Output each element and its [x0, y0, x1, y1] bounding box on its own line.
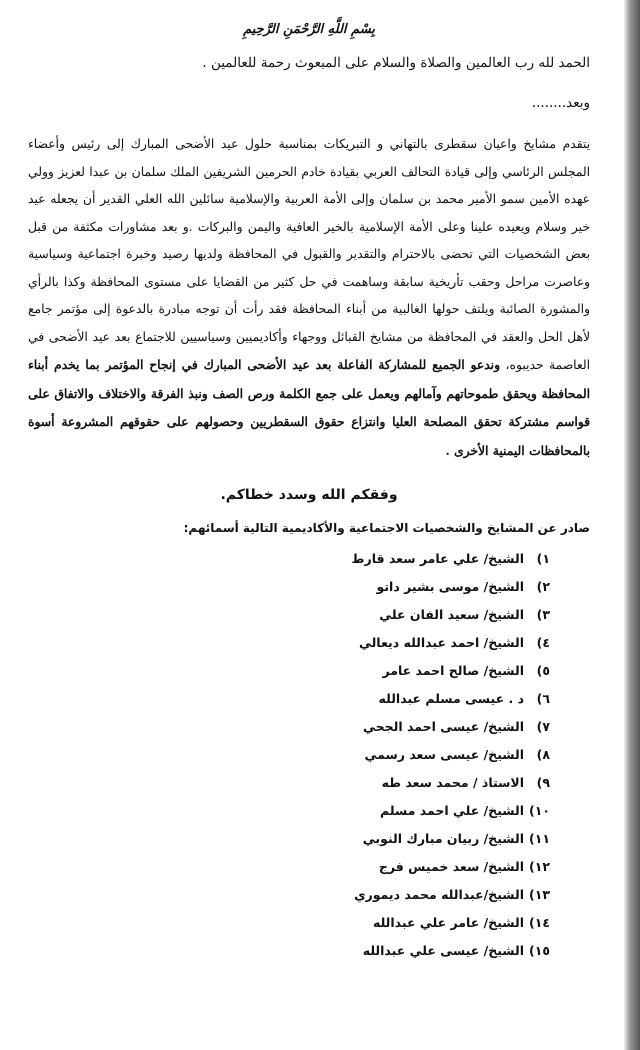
signatory-name: د . عيسى مسلم عبدالله — [378, 691, 524, 706]
signatory-number: ٣) — [536, 607, 550, 622]
statement-bold-text: وندعو الجميع للمشاركة الفاعلة بعد عيد الأضحى المبارك في إنجاح المؤتمر بما يخدم أبناء المحافظة ويحقق طموحاتهم وآمالهم ويعمل على جمع الكلمة ورص الصف ونبذ الفرقة والاختلاف والاتفاق على قواسم مشتركة تحقق المصلحة العليا وانتزاع حقوق السقطريين وحصولهم على حقوقهم المشروعة أسوة بالمحافظات اليمنية الأخرى . — [28, 357, 590, 458]
issued-by-line: صادر عن المشايخ والشخصيات الاجتماعية والأكاديمية التالية أسمائهم: — [183, 521, 590, 535]
signatory-number: ١) — [536, 551, 550, 566]
signatory-item — [28, 853, 550, 881]
signatory-number: ١٠) — [529, 803, 550, 818]
signatory-name: الشيخ/ سعيد الفان علي — [379, 607, 524, 622]
scan-edge — [624, 0, 640, 1050]
opening-praise: الحمد لله رب العالمين والصلاة والسلام على المبعوث رحمة للعالمين . — [202, 55, 590, 71]
signatories-list — [28, 545, 590, 965]
signatory-item — [28, 825, 550, 853]
signatory-name: الشيخ/ عيسى احمد الجحي — [363, 719, 524, 734]
opening-transition: وبعد........ — [531, 95, 590, 111]
signatory-name: الشيخ/ سعد خميس فرج — [378, 859, 524, 874]
signatory-item — [28, 685, 550, 713]
signatory-number: ١٤) — [529, 915, 550, 930]
signatory-name: الشيخ/ علي عامر سعد قارط — [351, 551, 524, 566]
signatory-name: الشيخ/ عيسى علي عبدالله — [362, 943, 524, 958]
signatory-item — [28, 741, 550, 769]
signatory-number: ٤) — [536, 635, 550, 650]
closing-line: وفقكم الله وسدد خطاكم. — [220, 487, 398, 503]
signatory-name: الشيخ/ صالح احمد عامر — [382, 663, 524, 678]
signatory-number: ١١) — [529, 831, 550, 846]
signatory-number: ٧) — [536, 719, 550, 734]
signatory-name: الشيخ/عبدالله محمد ديموري — [354, 887, 524, 902]
signatory-number: ٦) — [536, 691, 550, 706]
signatory-item — [28, 769, 550, 797]
signatory-item — [28, 797, 550, 825]
signatory-item — [28, 601, 550, 629]
signatory-item — [28, 657, 550, 685]
signatory-name: الشيخ/ موسى بشير داتو — [376, 579, 524, 594]
signatory-name: الشيخ/ علي احمد مسلم — [380, 803, 524, 818]
signatory-number: ١٣) — [529, 887, 550, 902]
signatory-name: الشيخ/ عامر علي عبدالله — [373, 915, 524, 930]
basmala-heading: بِسْمِ اللَّهِ الرَّحْمَنِ الرَّحِيمِ — [243, 22, 375, 37]
statement-normal-text: يتقدم مشايخ واعيان سقطرى بالتهاني و التبريكات بمناسبة حلول عيد الأضحى المبارك إلى رئيس وأعضاء المجلس الرئاسي وإلى قيادة التحالف العربي بقيادة خادم الحرمين الشريفين الملك سلمان بن عبدا لعزيز وولي عهده الأمين سمو الأمير محمد بن سلمان وإلى الأمة العربية والإسلامية سائلين الله العلي القدير أن يجعله عيد خير وسلام ويعيده علينا وعلى الأمة الإسلامية بالخير العافية واليمن والبركات .و بعد مشاورات مكثفة من قبل بعض الشخصيات التي تحضى بالاحترام والتقدير والقبول في المحافظة ولديها رصيد وخبرة اجتماعية وسياسية وعاصرت مراحل وحقب تأريخية سابقة وساهمت في حل كثير من القضايا على مستوى المحافظة وكذا بالرأي والمشورة الصائبة ويلتف حولها الغالبية من أبناء المحافظة فقد رأت أن توجه مبادرة بالدعوة إلى مؤتمر جامع لأهل الحل والعقد في المحافظة من مشايخ القبائل ووجهاء وأكاديميين وسياسيين للاجتماع بعد عيد الأضحى في العاصمة حديبوه، — [28, 137, 590, 372]
signatory-name: الشيخ/ عيسى سعد رسمي — [364, 747, 524, 762]
signatory-number: ٩) — [536, 775, 550, 790]
signatory-name: الشيخ/ ربيان مبارك النوبي — [362, 831, 524, 846]
signatory-number: ٨) — [536, 747, 550, 762]
signatory-item — [28, 881, 550, 909]
signatory-number: ١٢) — [529, 859, 550, 874]
signatory-item — [28, 909, 550, 937]
signatory-number: ٥) — [536, 663, 550, 678]
signatory-item — [28, 545, 550, 573]
signatory-item — [28, 937, 550, 965]
signatory-number: ٢) — [536, 579, 550, 594]
signatory-name: الاستاذ / محمد سعد طه — [381, 775, 524, 790]
signatory-item — [28, 713, 550, 741]
signatory-item — [28, 573, 550, 601]
signatory-number: ١٥) — [529, 943, 550, 958]
statement-paragraph — [28, 131, 590, 465]
signatory-item — [28, 629, 550, 657]
signatory-name: الشيخ/ احمد عبدالله ديعالي — [358, 635, 524, 650]
